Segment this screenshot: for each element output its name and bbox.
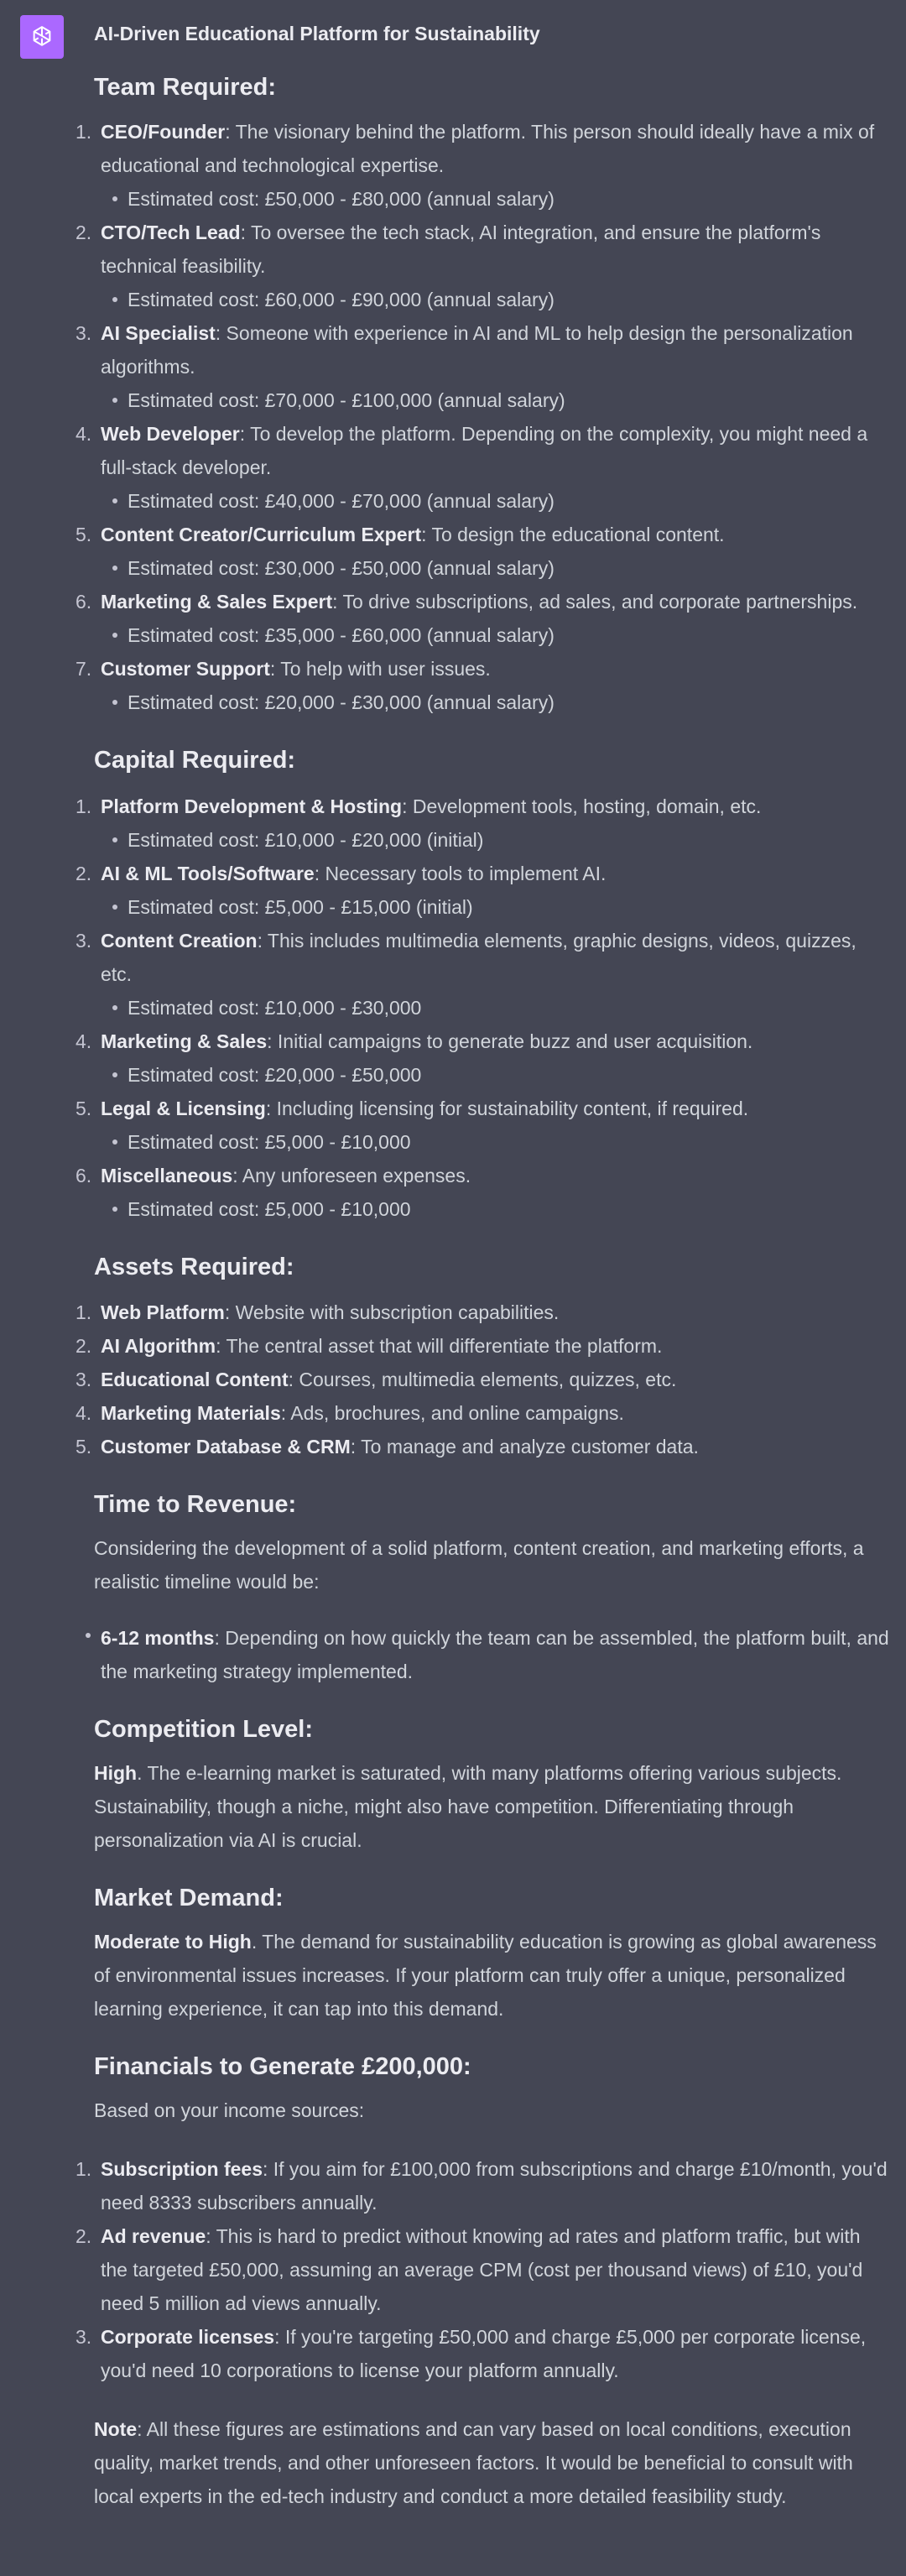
item-description: : If you aim for £100,000 from subscriptions and charge £10/month, you'd need 8333 subscribers annually. xyxy=(101,2158,888,2214)
cost-item: Estimated cost: £20,000 - £50,000 xyxy=(101,1058,891,1092)
list-number: 6. xyxy=(76,1165,92,1186)
item-title: Marketing & Sales xyxy=(101,1030,268,1052)
list-item xyxy=(76,216,891,316)
list-item xyxy=(76,924,891,1025)
cost-item: Estimated cost: £50,000 - £80,000 (annual salary) xyxy=(101,182,891,216)
item-description: : Courses, multimedia elements, quizzes, etc. xyxy=(288,1369,677,1390)
competition-description: . The e-learning market is saturated, with many platforms offering various subjects. Sustainability, though a niche, might also have competition. Differentiating through personalization via AI is crucial. xyxy=(94,1762,842,1851)
list-number: 4. xyxy=(76,423,92,445)
capital-heading: Capital Required: xyxy=(94,747,296,774)
competition-heading: Competition Level: xyxy=(94,1716,314,1743)
list-item xyxy=(76,652,891,719)
item-description: : Depending on how quickly the team can be assembled, the platform built, and the marketing strategy implemented. xyxy=(101,1627,889,1682)
list-number: 5. xyxy=(76,1436,92,1457)
list-item xyxy=(76,1159,891,1226)
item-description: : The visionary behind the platform. This person should ideally have a mix of educational and technological expertise. xyxy=(101,121,875,176)
item-description: : To design the educational content. xyxy=(421,524,725,545)
list-number: 1. xyxy=(76,2158,92,2180)
time-to-revenue-intro: Considering the development of a solid platform, content creation, and marketing efforts, a realistic timeline would be: xyxy=(94,1537,864,1593)
list-number: 1. xyxy=(76,1301,92,1323)
item-title: Ad revenue xyxy=(101,2225,206,2247)
list-number: 4. xyxy=(76,1402,92,1424)
item-title: AI Algorithm xyxy=(101,1335,216,1357)
item-title: Content Creator/Curriculum Expert xyxy=(101,524,422,545)
note-description: : All these figures are estimations and can vary based on local conditions, execution quality, market trends, and other unforeseen factors. It would be beneficial to consult with local experts in the ed-tech industry and conduct a more detailed feasibility study. xyxy=(94,2418,853,2507)
item-title: Marketing Materials xyxy=(101,1402,281,1424)
note-section xyxy=(94,2412,891,2513)
item-title: AI & ML Tools/Software xyxy=(101,863,315,884)
list-item xyxy=(76,1025,891,1092)
response-body xyxy=(76,70,891,2513)
item-title: Platform Development & Hosting xyxy=(101,795,403,817)
cost-item: Estimated cost: £35,000 - £60,000 (annual salary) xyxy=(101,618,891,652)
item-description: : This is hard to predict without knowing ad rates and platform traffic, but with the targeted £50,000, assuming an average CPM (cost per thousand views) of £10, you'd need 5 million ad views annually. xyxy=(101,2225,863,2314)
list-item xyxy=(76,115,891,216)
item-title: 6-12 months xyxy=(101,1627,215,1649)
response-title: AI-Driven Educational Platform for Sustainability xyxy=(94,23,540,44)
item-title: Web Developer xyxy=(101,423,240,445)
list-number: 5. xyxy=(76,524,92,545)
item-title: Miscellaneous xyxy=(101,1165,233,1186)
list-number: 1. xyxy=(76,795,92,817)
item-title: CEO/Founder xyxy=(101,121,226,143)
list-number: 1. xyxy=(76,121,92,143)
list-number: 2. xyxy=(76,863,92,884)
demand-level: Moderate to High xyxy=(94,1931,252,1953)
item-description: : To help with user issues. xyxy=(269,658,491,680)
list-item xyxy=(76,1363,891,1396)
cost-item: Estimated cost: £10,000 - £30,000 xyxy=(101,991,891,1025)
cost-item: Estimated cost: £70,000 - £100,000 (annual salary) xyxy=(101,383,891,417)
cost-item: Estimated cost: £30,000 - £50,000 (annual salary) xyxy=(101,551,891,585)
item-description: : Including licensing for sustainability content, if required. xyxy=(265,1098,749,1119)
list-number: 2. xyxy=(76,222,92,243)
financials-section xyxy=(76,2050,891,2387)
cost-item: Estimated cost: £5,000 - £10,000 xyxy=(101,1192,891,1226)
item-description: : If you're targeting £50,000 and charge £5,000 per corporate license, you'd need 10 corporations to license your platform annually. xyxy=(101,2326,867,2381)
financials-list xyxy=(76,2152,891,2387)
capital-list xyxy=(76,790,891,1226)
list-number: 7. xyxy=(76,658,92,680)
item-title: Customer Database & CRM xyxy=(101,1436,351,1457)
time-to-revenue-heading: Time to Revenue: xyxy=(94,1491,297,1518)
time-to-revenue-section xyxy=(94,1488,891,1688)
list-item xyxy=(76,417,891,518)
list-item xyxy=(76,2320,891,2387)
item-title: Corporate licenses xyxy=(101,2326,275,2348)
list-item xyxy=(76,857,891,924)
list-item xyxy=(76,1092,891,1159)
note-label: Note xyxy=(94,2418,138,2440)
item-description: : To drive subscriptions, ad sales, and corporate partnerships. xyxy=(332,591,858,613)
demand-description: . The demand for sustainability education is growing as global awareness of environmental issues increases. If your platform can truly offer a unique, personalized learning experience, it can tap into this demand. xyxy=(94,1931,877,2020)
financials-intro: Based on your income sources: xyxy=(94,2099,365,2121)
item-description: : Website with subscription capabilities. xyxy=(224,1301,560,1323)
team-heading: Team Required: xyxy=(94,74,277,101)
item-description: : To manage and analyze customer data. xyxy=(350,1436,699,1457)
assets-heading: Assets Required: xyxy=(94,1254,294,1280)
cost-item: Estimated cost: £5,000 - £10,000 xyxy=(101,1125,891,1159)
assets-list xyxy=(76,1296,891,1463)
openai-logo-icon xyxy=(28,23,56,51)
list-number: 3. xyxy=(76,2326,92,2348)
team-section xyxy=(76,70,891,719)
cost-item: Estimated cost: £60,000 - £90,000 (annual salary) xyxy=(101,283,891,316)
list-number: 2. xyxy=(76,2225,92,2247)
item-description: : Any unforeseen expenses. xyxy=(232,1165,471,1186)
list-number: 4. xyxy=(76,1030,92,1052)
item-description: : Necessary tools to implement AI. xyxy=(314,863,607,884)
item-title: Educational Content xyxy=(101,1369,289,1390)
item-description: : To oversee the tech stack, AI integration, and ensure the platform's technical feasibility. xyxy=(101,222,821,277)
item-title: Legal & Licensing xyxy=(101,1098,266,1119)
cost-item: Estimated cost: £5,000 - £15,000 (initial) xyxy=(101,890,891,924)
list-number: 3. xyxy=(76,322,92,344)
market-demand-text xyxy=(94,1925,891,2026)
list-number: 6. xyxy=(76,591,92,613)
list-item xyxy=(76,1430,891,1463)
item-title: CTO/Tech Lead xyxy=(101,222,241,243)
item-description: : The central asset that will differentiate the platform. xyxy=(216,1335,663,1357)
item-title: Customer Support xyxy=(101,658,270,680)
list-item xyxy=(76,1396,891,1430)
list-item xyxy=(94,1621,891,1688)
item-description: : This includes multimedia elements, graphic designs, videos, quizzes, etc. xyxy=(101,930,857,985)
list-number: 3. xyxy=(76,930,92,952)
list-item xyxy=(76,1329,891,1363)
competition-level: High xyxy=(94,1762,138,1784)
item-description: : Initial campaigns to generate buzz and user acquisition. xyxy=(267,1030,753,1052)
team-list xyxy=(76,115,891,719)
item-description: : To develop the platform. Depending on the complexity, you might need a full-stack developer. xyxy=(101,423,868,478)
list-item xyxy=(76,518,891,585)
cost-item: Estimated cost: £10,000 - £20,000 (initial) xyxy=(101,823,891,857)
list-item xyxy=(76,1296,891,1329)
list-item xyxy=(76,585,891,652)
list-item xyxy=(76,316,891,417)
item-description: : Development tools, hosting, domain, etc. xyxy=(402,795,762,817)
item-title: Marketing & Sales Expert xyxy=(101,591,333,613)
capital-section xyxy=(76,743,891,1226)
item-title: Content Creation xyxy=(101,930,258,952)
list-item xyxy=(76,2152,891,2219)
item-description: : Someone with experience in AI and ML to help design the personalization algorithms. xyxy=(101,322,853,378)
cost-item: Estimated cost: £40,000 - £70,000 (annual salary) xyxy=(101,484,891,518)
list-number: 5. xyxy=(76,1098,92,1119)
cost-item: Estimated cost: £20,000 - £30,000 (annual salary) xyxy=(101,686,891,719)
item-title: Subscription fees xyxy=(101,2158,263,2180)
financials-heading: Financials to Generate £200,000: xyxy=(94,2053,471,2080)
item-title: Web Platform xyxy=(101,1301,225,1323)
list-item xyxy=(76,790,891,857)
list-item xyxy=(76,2219,891,2320)
item-title: AI Specialist xyxy=(101,322,216,344)
list-number: 2. xyxy=(76,1335,92,1357)
competition-section xyxy=(94,1713,891,1857)
item-description: : Ads, brochures, and online campaigns. xyxy=(280,1402,624,1424)
note-text xyxy=(94,2412,891,2513)
market-demand-heading: Market Demand: xyxy=(94,1885,284,1911)
assets-section xyxy=(76,1250,891,1463)
market-demand-section xyxy=(94,1881,891,2026)
time-to-revenue-list xyxy=(94,1621,891,1688)
assistant-avatar xyxy=(20,15,64,59)
competition-text xyxy=(94,1756,891,1857)
list-number: 3. xyxy=(76,1369,92,1390)
